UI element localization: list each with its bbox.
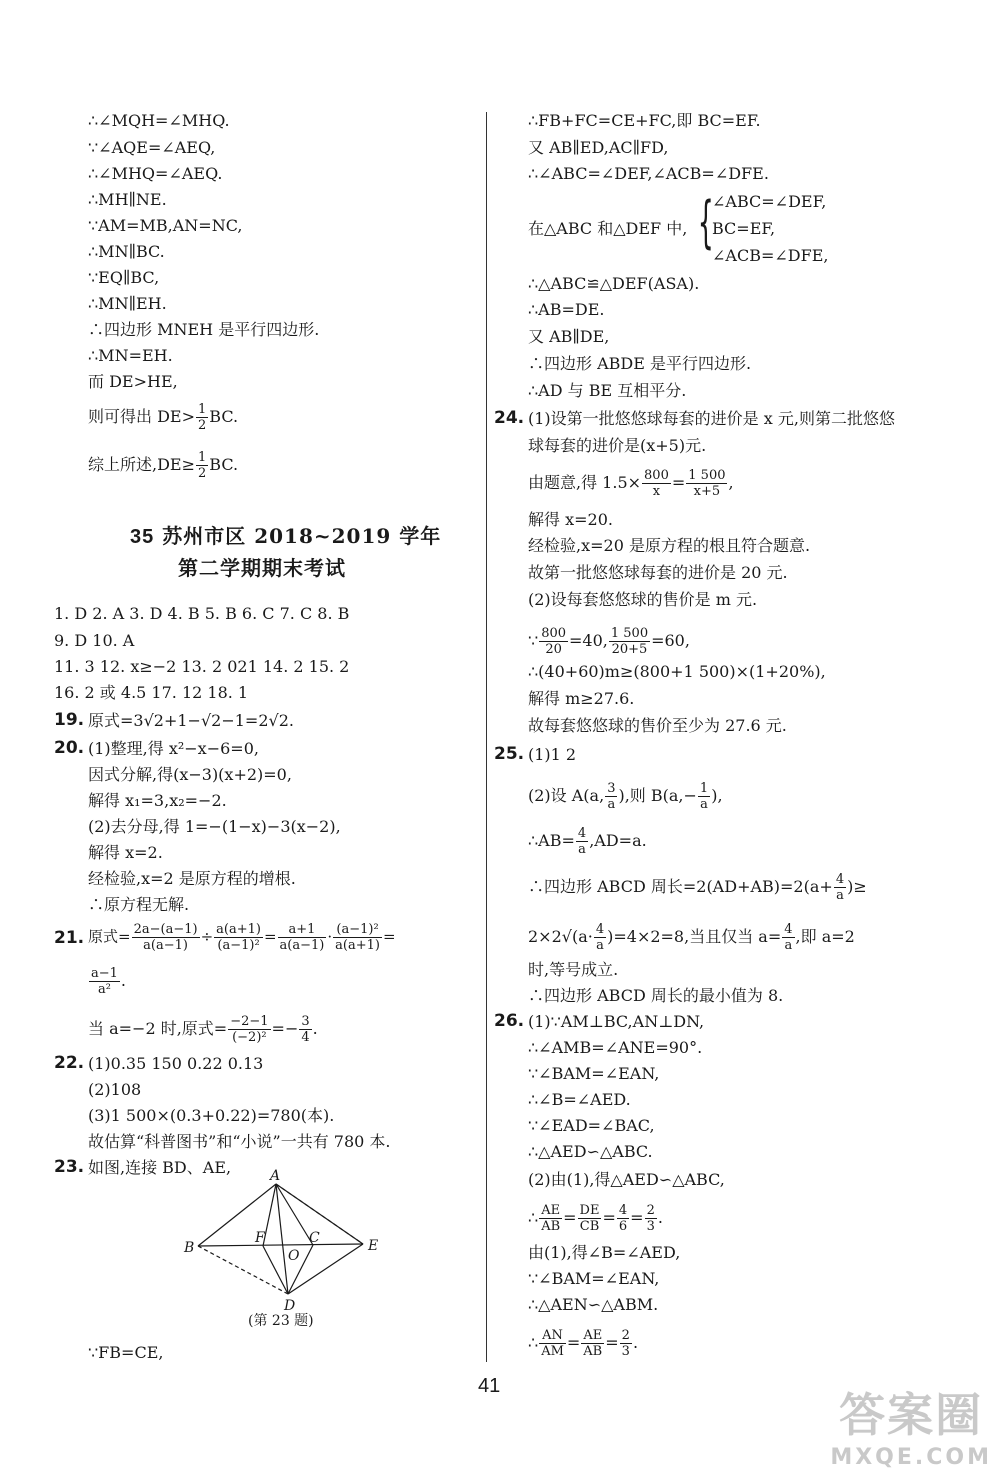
q20-line: 解得 x=2. [88, 843, 163, 862]
q26-ratio: ∴ $\frac{AN}{AM}$ = $\frac{AE}{AB}$ = $\frac{2}{3}$ . [528, 1328, 639, 1359]
left-line: 而 DE>HE, [88, 372, 178, 391]
q25-inequality: 2×2√(a· $\frac{4}{a}$ )=4×2=8,当且仅当 a= $\frac{4}{a}$ ,即 a=2 [528, 922, 855, 953]
q22-line: (1)0.35 150 0.22 0.13 [88, 1054, 264, 1073]
q24-check: ∵ $\frac{800}{20}$ =40, $\frac{1 500}{20+5}$ =60, [528, 626, 690, 657]
q26-line: (2)由(1),得△AED∽△ABC, [528, 1170, 725, 1189]
left-line: ∵EQ∥BC, [88, 268, 160, 287]
q24-line: 球每套的进价是(x+5)元. [528, 436, 707, 455]
right-line: ∴四边形 ABDE 是平行四边形. [528, 354, 752, 373]
q20-line: 经检验,x=2 是原方程的增根. [88, 869, 296, 888]
q26-line: ∵∠EAD=∠BAC, [528, 1116, 655, 1135]
q25-line: ∴四边形 ABCD 周长的最小值为 8. [528, 986, 784, 1005]
right-line: ∴AB=DE. [528, 300, 605, 319]
q20-line: (2)去分母,得 1=−(1−x)−3(x−2), [88, 817, 341, 836]
system-line: BC=EF, [712, 219, 776, 238]
question-number: 25. [494, 744, 525, 764]
watermark-logo: 答案圈 MXQE.COM [830, 1388, 992, 1470]
left-line: ∴∠MQH=∠MHQ. [88, 111, 230, 130]
q22-line: (3)1 500×(0.3+0.22)=780(本). [88, 1106, 335, 1125]
question-number: 21. [54, 928, 85, 948]
left-brace-icon: { [697, 190, 714, 255]
left-frac-line: 综上所述,DE≥ $\frac{1}{2}$ BC. [88, 450, 239, 481]
q23-line: 如图,连接 BD、AE, [88, 1158, 232, 1177]
system-line: ∠ACB=∠DFE, [712, 246, 829, 265]
left-line: ∴MN∥EH. [88, 294, 167, 313]
left-line: ∴MN=EH. [88, 346, 173, 365]
q20-line: 因式分解,得(x−3)(x+2)=0, [88, 765, 292, 784]
point-label-c: C [309, 1230, 320, 1246]
left-line: ∴MN∥BC. [88, 242, 165, 261]
q24-line: 解得 m≥27.6. [528, 689, 635, 708]
q25-coords: (2)设 A(a, $\frac{3}{a}$ ),则 B(a,− $\frac{1}{a}$ ), [528, 781, 723, 812]
question-number: 26. [494, 1011, 525, 1031]
right-line: 又 AB∥DE, [528, 327, 610, 346]
question-number: 24. [494, 408, 525, 428]
q24-line: (2)设每套悠悠球的售价是 m 元. [528, 590, 758, 609]
right-line: ∴AD 与 BE 互相平分. [528, 381, 687, 400]
point-label-b: B [184, 1240, 195, 1256]
q26-line: ∴△AEN∽△ABM. [528, 1295, 659, 1314]
left-line: ∵AM=MB,AN=NC, [88, 216, 243, 235]
page-number: 41 [478, 1375, 501, 1397]
q24-line: 故每套悠悠球的售价至少为 27.6 元. [528, 716, 787, 735]
question-number: 23. [54, 1157, 85, 1177]
q21-formula-cont: $\frac{a-1}{\text{a²}}$ . [91, 966, 127, 997]
column-divider [486, 112, 487, 1362]
q23-geometry-figure [178, 1168, 418, 1328]
q26-line: ∵∠BAM=∠EAN, [528, 1064, 660, 1083]
system-line: ∠ABC=∠DEF, [712, 192, 827, 211]
q21-eval: 当 a=−2 时,原式= $\frac{-2-1}{\text{(−2)²}}$ =− $\frac{3}{4}$ . [88, 1014, 318, 1045]
question-number: 20. [54, 738, 85, 758]
right-line: ∴∠ABC=∠DEF,∠ACB=∠DFE. [528, 164, 769, 183]
q26-line: ∵∠BAM=∠EAN, [528, 1269, 660, 1288]
left-line: ∴MH∥NE. [88, 190, 167, 209]
left-line: ∴∠MHQ=∠AEQ. [88, 164, 223, 183]
point-label-o: O [288, 1248, 300, 1264]
q24-line: ∴(40+60)m≥(800+1 500)×(1+20%), [528, 662, 826, 681]
left-line: ∴四边形 MNEH 是平行四边形. [88, 320, 320, 339]
q23-after: ∵FB=CE, [88, 1343, 164, 1362]
right-system-pre: 在△ABC 和△DEF 中, [528, 219, 688, 238]
point-label-f: F [255, 1230, 265, 1246]
q25-perimeter: ∴四边形 ABCD 周长=2(AD+AB)=2(a+ $\frac{4}{a}$ )≥ [528, 872, 867, 903]
question-number: 19. [54, 710, 85, 730]
q26-line: ∴∠B=∠AED. [528, 1090, 631, 1109]
q24-line: 解得 x=20. [528, 510, 613, 529]
q24-line: 故第一批悠悠球每套的进价是 20 元. [528, 563, 788, 582]
point-label-e: E [368, 1238, 379, 1254]
right-line: ∴△ABC≌△DEF(ASA). [528, 274, 700, 293]
q20-line: ∴原方程无解. [88, 895, 190, 914]
q20-line: (1)整理,得 x²−x−6=0, [88, 739, 259, 758]
q26-line: ∴△AED∽△ABC. [528, 1142, 653, 1161]
q26-line: ∴∠AMB=∠ANE=90°. [528, 1038, 703, 1057]
right-line: ∴FB+FC=CE+FC,即 BC=EF. [528, 111, 761, 130]
q22-line: 故估算“科普图书”和“小说”一共有 780 本. [88, 1132, 391, 1151]
answer-line: 9. D 10. A [54, 631, 135, 650]
q26-ratio: ∴ $\frac{AE}{AB}$ = $\frac{DE}{CB}$ = $\frac{4}{6}$ = $\frac{2}{3}$ . [528, 1203, 663, 1234]
point-label-d: D [284, 1298, 296, 1314]
q25-line: (1)1 2 [528, 745, 577, 764]
q20-line: 解得 x₁=3,x₂=−2. [88, 791, 227, 810]
q25-line: 时,等号成立. [528, 960, 619, 979]
q24-line: (1)设第一批悠悠球每套的进价是 x 元,则第二批悠悠 [528, 409, 895, 428]
q19-text: 原式=3√2+1−√2−1=2√2. [88, 711, 294, 730]
answer-line: 1. D 2. A 3. D 4. B 5. B 6. C 7. C 8. B [54, 604, 350, 623]
q24-equation: 由题意,得 1.5× $\frac{800}{x}$ = $\frac{1 500}{x+5}$ , [528, 468, 734, 499]
point-label-a: A [270, 1168, 281, 1184]
answer-line: 11. 3 12. x≥−2 13. 2 021 14. 2 15. 2 [54, 657, 350, 676]
q24-line: 经检验,x=20 是原方程的根且符合题意. [528, 536, 811, 555]
q25-ab: ∴AB= $\frac{4}{a}$ ,AD=a. [528, 826, 647, 857]
question-number: 22. [54, 1053, 85, 1073]
q26-line: (1)∵AM⊥BC,AN⊥DN, [528, 1012, 705, 1031]
left-line: ∵∠AQE=∠AEQ, [88, 138, 216, 157]
answer-line: 16. 2 或 4.5 17. 12 18. 1 [54, 683, 249, 702]
section-subtitle: 第二学期期末考试 [178, 556, 346, 580]
left-frac-line: 则可得出 DE> $\frac{1}{2}$ BC. [88, 402, 239, 433]
figure-caption: (第 23 题) [248, 1313, 314, 1329]
section-title: 35 苏州市区 2018~2019 学年 [130, 524, 442, 548]
right-line: 又 AB∥ED,AC∥FD, [528, 138, 669, 157]
q21-formula: 原式= $\frac{2a-(a-1)}{a(a-1)}$ ÷ $\frac{a(a+1)}{\text{(a−1)²}}$ = $\frac{a+1}{a(a-1)}$ · $\frac{\text{(a−1)²}}{a(a+1)}$ = [88, 922, 396, 953]
q26-line: 由(1),得∠B=∠AED, [528, 1243, 681, 1262]
q22-line: (2)108 [88, 1080, 142, 1099]
